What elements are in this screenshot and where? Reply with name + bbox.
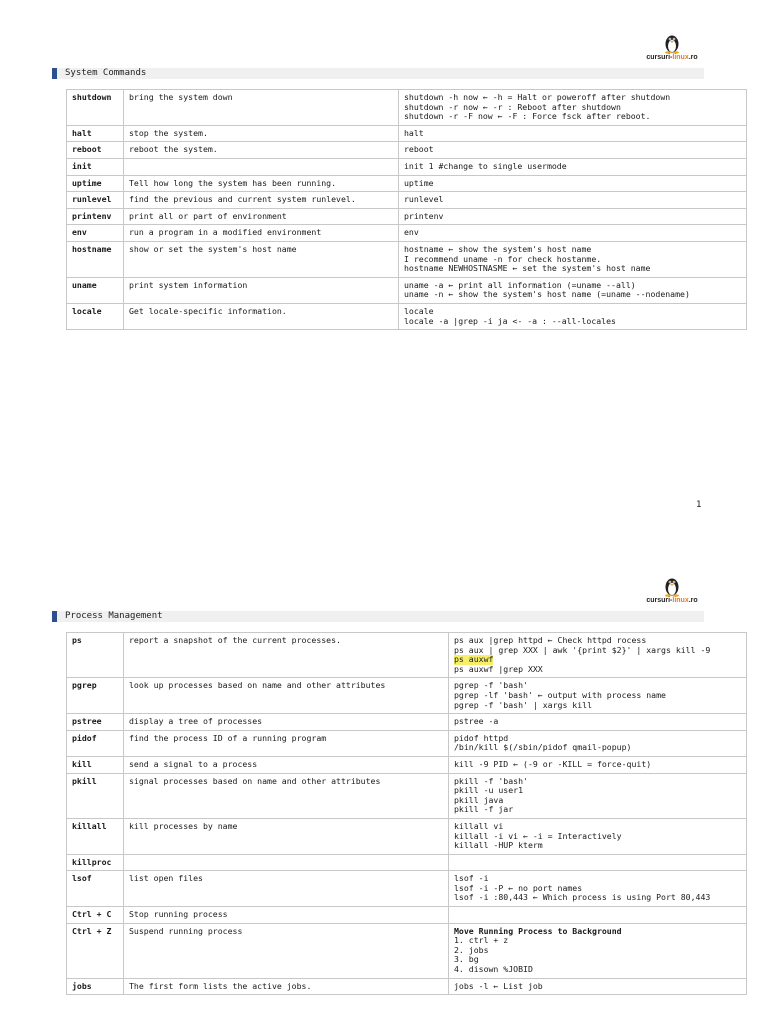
tux-penguin-icon xyxy=(663,32,681,54)
table-row xyxy=(67,818,747,854)
system-commands-table xyxy=(66,89,747,330)
example-line: shutdown -h now ← -h = Halt or poweroff after shutdown xyxy=(404,92,671,102)
example-line: pstree -a xyxy=(454,716,499,727)
command-description: Stop running process xyxy=(124,907,449,924)
command-description: kill processes by name xyxy=(124,818,449,854)
example-line: I recommend uname -n for check hostanme. xyxy=(404,253,602,264)
section-marker xyxy=(52,68,57,79)
example-line: ps aux | grep XXX | awk '{print $2}' | xargs kill -9 xyxy=(454,644,711,655)
command-example xyxy=(449,756,747,773)
command-example xyxy=(399,303,747,329)
table-row xyxy=(67,158,747,175)
command-name: killall xyxy=(67,818,124,854)
example-line: uname -a ← print all information (=uname --all) xyxy=(404,279,636,290)
example-line: pkill -u user1 xyxy=(454,785,524,796)
table-row xyxy=(67,773,747,818)
command-name: jobs xyxy=(67,978,124,995)
example-line: 3. bg xyxy=(454,954,479,965)
command-name: pidof xyxy=(67,730,124,756)
example-line: pkill -f 'bash' xyxy=(454,775,528,786)
command-example xyxy=(449,978,747,995)
command-example xyxy=(399,142,747,159)
table-row xyxy=(67,241,747,277)
command-example xyxy=(399,175,747,192)
example-line: 2. jobs xyxy=(454,944,489,955)
command-description: Get locale-specific information. xyxy=(124,303,399,329)
command-name: shutdown xyxy=(67,90,124,126)
table-row xyxy=(67,277,747,303)
example-line: halt xyxy=(404,127,424,138)
command-name: locale xyxy=(67,303,124,329)
command-name: lsof xyxy=(67,871,124,907)
command-name: halt xyxy=(67,125,124,142)
example-line: pgrep -f 'bash' | xargs kill xyxy=(454,699,593,710)
example-line: uname -n ← show the system's host name (=uname --nodename) xyxy=(404,289,690,300)
table-row xyxy=(67,175,747,192)
command-example xyxy=(449,818,747,854)
brand-name: cursuri-linux.ro xyxy=(646,54,698,61)
command-description: signal processes based on name and other attributes xyxy=(124,773,449,818)
example-line: pkill -f jar xyxy=(454,804,514,815)
command-description: list open files xyxy=(124,871,449,907)
command-name: printenv xyxy=(67,208,124,225)
brand-name: cursuri-linux.ro xyxy=(646,597,698,604)
table-row xyxy=(67,125,747,142)
example-line: locale xyxy=(404,305,434,316)
command-example xyxy=(449,714,747,731)
command-name: ps xyxy=(67,633,124,678)
example-line: pgrep -f 'bash' xyxy=(454,680,528,691)
example-line: shutdown -r now ← -r : Reboot after shutdown xyxy=(404,101,621,112)
command-description: Suspend running process xyxy=(124,923,449,978)
command-description: stop the system. xyxy=(124,125,399,142)
command-description xyxy=(124,158,399,175)
example-line: Move Running Process to Background xyxy=(454,925,622,936)
command-example xyxy=(399,158,747,175)
example-line: ps auxwf |grep XXX xyxy=(454,663,543,674)
command-description: The first form lists the active jobs. xyxy=(124,978,449,995)
example-line: ps auxwf xyxy=(454,654,494,665)
command-example xyxy=(449,730,747,756)
example-line xyxy=(454,910,741,920)
tux-penguin-icon xyxy=(663,575,681,597)
table-row xyxy=(67,225,747,242)
command-description: show or set the system's host name xyxy=(124,241,399,277)
command-name: uname xyxy=(67,277,124,303)
command-example xyxy=(399,277,747,303)
table-row xyxy=(67,978,747,995)
example-line: locale -a |grep -i ja <- -a : --all-locales xyxy=(404,315,616,326)
example-line: 1. ctrl + z xyxy=(454,935,509,946)
example-line: pgrep -lf 'bash' ← output with process name xyxy=(454,689,666,700)
command-example xyxy=(399,90,747,126)
command-name: runlevel xyxy=(67,192,124,209)
example-line: ps aux |grep httpd ← Check httpd rocess xyxy=(454,635,647,645)
command-description: find the previous and current system runlevel. xyxy=(124,192,399,209)
example-line: pidof httpd xyxy=(454,732,509,743)
command-description: run a program in a modified environment xyxy=(124,225,399,242)
command-description: report a snapshot of the current processes. xyxy=(124,633,449,678)
example-line: hostname ← show the system's host name xyxy=(404,243,592,254)
table-row xyxy=(67,678,747,714)
example-line: reboot xyxy=(404,144,434,155)
command-name: init xyxy=(67,158,124,175)
command-example xyxy=(449,854,747,871)
example-line: 4. disown %JOBID xyxy=(454,964,533,975)
command-description: print system information xyxy=(124,277,399,303)
table-row xyxy=(67,90,747,126)
command-name: pstree xyxy=(67,714,124,731)
example-line: killall -HUP kterm xyxy=(454,840,543,851)
command-description: print all or part of environment xyxy=(124,208,399,225)
example-line: killall vi xyxy=(454,820,504,831)
command-example xyxy=(449,907,747,924)
example-line: env xyxy=(404,227,419,238)
command-name: hostname xyxy=(67,241,124,277)
example-line: /bin/kill $(/sbin/pidof qmail-popup) xyxy=(454,742,632,753)
section-title: System Commands xyxy=(65,68,147,78)
command-name: pkill xyxy=(67,773,124,818)
command-example xyxy=(449,871,747,907)
command-example xyxy=(399,208,747,225)
table-row xyxy=(67,303,747,329)
section-header xyxy=(52,611,704,622)
command-example xyxy=(399,125,747,142)
section-marker xyxy=(52,611,57,622)
command-example xyxy=(449,678,747,714)
command-description xyxy=(124,854,449,871)
table-row xyxy=(67,633,747,678)
command-name: Ctrl + C xyxy=(67,907,124,924)
command-example xyxy=(449,773,747,818)
example-line: printenv xyxy=(404,210,444,221)
command-example xyxy=(449,633,747,678)
table-row xyxy=(67,730,747,756)
command-description: send a signal to a process xyxy=(124,756,449,773)
command-name: kill xyxy=(67,756,124,773)
command-description: look up processes based on name and other attributes xyxy=(124,678,449,714)
section-header xyxy=(52,68,704,79)
table-row xyxy=(67,871,747,907)
command-description: find the process ID of a running program xyxy=(124,730,449,756)
command-description: display a tree of processes xyxy=(124,714,449,731)
brand-logo xyxy=(642,575,702,604)
example-line: init 1 #change to single usermode xyxy=(404,160,567,171)
table-row xyxy=(67,854,747,871)
example-line: hostname NEWHOSTNASME ← set the system's host name xyxy=(404,263,651,274)
command-example xyxy=(399,225,747,242)
process-management-table xyxy=(66,632,747,995)
table-row xyxy=(67,756,747,773)
example-line xyxy=(454,858,741,868)
table-row xyxy=(67,142,747,159)
example-line: runlevel xyxy=(404,194,444,205)
command-example xyxy=(399,192,747,209)
command-description: reboot the system. xyxy=(124,142,399,159)
table-row xyxy=(67,907,747,924)
command-description: bring the system down xyxy=(124,90,399,126)
table-row xyxy=(67,192,747,209)
command-name: killproc xyxy=(67,854,124,871)
command-description: Tell how long the system has been running. xyxy=(124,175,399,192)
command-name: pgrep xyxy=(67,678,124,714)
command-example xyxy=(399,241,747,277)
command-example xyxy=(449,923,747,978)
command-name: Ctrl + Z xyxy=(67,923,124,978)
table-row xyxy=(67,208,747,225)
example-line: lsof -i xyxy=(454,873,489,884)
command-name: reboot xyxy=(67,142,124,159)
page-number: 1 xyxy=(696,500,702,510)
table-row xyxy=(67,714,747,731)
example-line: jobs -l ← List job xyxy=(454,980,543,991)
example-line: pkill java xyxy=(454,794,504,805)
brand-logo xyxy=(642,32,702,61)
section-title: Process Management xyxy=(65,611,163,621)
example-line: lsof -i -P ← no port names xyxy=(454,882,583,893)
command-name: env xyxy=(67,225,124,242)
table-row xyxy=(67,923,747,978)
example-line: kill -9 PID ← (-9 or -KILL = force-quit) xyxy=(454,758,652,769)
example-line: killall -i vi ← -i = Interactively xyxy=(454,830,622,841)
command-name: uptime xyxy=(67,175,124,192)
example-line: uptime xyxy=(404,177,434,188)
example-line: lsof -i :80,443 ← Which process is using Port 80,443 xyxy=(454,892,711,903)
example-line: shutdown -r -F now ← -F : Force fsck after reboot. xyxy=(404,111,651,122)
